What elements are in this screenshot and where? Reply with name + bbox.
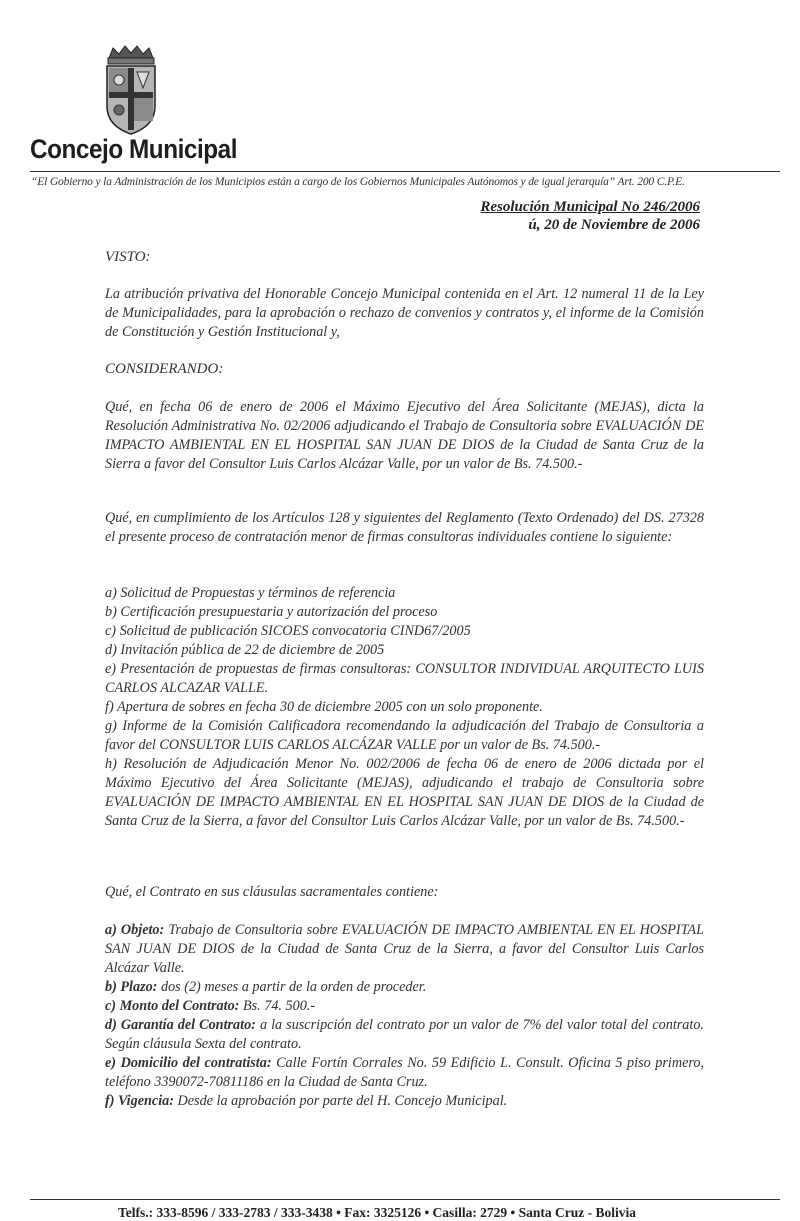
clause-label: c) Monto del Contrato: — [105, 998, 240, 1014]
motto-quote: “El Gobierno y la Administración de los Municipios están a cargo de los Gobiernos Municipales Autónomos y de igual jerarquía” Art. 200 C.P.E. — [31, 176, 685, 188]
list-item: b) Certificación presupuestaria y autorización del proceso — [105, 604, 438, 620]
clause-domicilio — [105, 1054, 704, 1092]
list-item: a) Solicitud de Propuestas y términos de referencia — [105, 585, 396, 601]
considerando-paragraph-2: Qué, en cumplimiento de los Artículos 128 y siguientes del Reglamento (Texto Ordenado) del DS. 27328 el presente proceso de contratación menor de firmas consultoras individuales contiene lo siguiente: — [105, 510, 704, 545]
considerando-paragraph-3: Qué, el Contrato en sus cláusulas sacramentales contiene: — [105, 884, 439, 900]
clause-text: Bs. 74. 500.- — [239, 998, 316, 1014]
list-item: d) Invitación pública de 22 de diciembre de 2005 — [105, 642, 385, 658]
footer-divider — [30, 1199, 780, 1200]
considerando-paragraph-1: Qué, en fecha 06 de enero de 2006 el Máximo Ejecutivo del Área Solicitante (MEJAS), dicta la Resolución Administrativa No. 02/2006 adjudicando el Trabajo de Consultoria sobre EVALUACIÓN DE IMPACTO AMBIENTAL EN EL HOSPITAL SAN JUAN DE DIOS de la Ciudad de Santa Cruz de la Sierra a favor del Consultor Luis Carlos Alcázar Valle, por un valor de Bs. 74.500.- — [105, 399, 704, 472]
coat-of-arms-icon — [101, 44, 161, 136]
visto-heading: VISTO: — [105, 249, 151, 265]
clause-label: d) Garantía del Contrato: — [105, 1017, 256, 1033]
clause-objeto — [105, 921, 704, 978]
clause-label: f) Vigencia: — [105, 1093, 174, 1109]
clause-text: a la suscripción del contrato por un valor de 7% del valor total del contrato. Según cláusula Sexta del contrato. — [105, 1017, 704, 1052]
clause-label: e) Domicilio del contratista: — [105, 1055, 272, 1071]
organization-name: Concejo Municipal — [30, 134, 238, 164]
clause-vigencia — [105, 1092, 704, 1111]
clause-label: b) Plazo: — [105, 979, 158, 995]
clause-garantia — [105, 1016, 704, 1054]
clause-text: dos (2) meses a partir de la orden de proceder. — [157, 979, 427, 995]
list-item: h) Resolución de Adjudicación Menor No. 002/2006 de fecha 06 de enero de 2006 dictada por el Máximo Ejecutivo del Área Solicitante (MEJAS), adjudicando el trabajo de Consultoria sobre EVALUACIÓN DE IMPACTO AMBIENTAL EN EL HOSPITAL SAN JUAN DE DIOS de la Ciudad de Santa Cruz de la Sierra, a favor del Consultor Luis Carlos Alcázar Valle, por un valor de Bs. 74.500.- — [105, 756, 704, 829]
visto-text: La atribución privativa del Honorable Concejo Municipal contenida en el Art. 12 numeral 11 de la Ley de Municipalidades, para la aprobación o rechazo de convenios y contratos y, el informe de la Comisión de Constitución y Gestión Institucional y, — [105, 286, 704, 340]
clause-text: Desde la aprobación por parte del H. Concejo Municipal. — [173, 1093, 508, 1109]
clause-plazo — [105, 978, 704, 997]
contract-clauses — [105, 921, 704, 1111]
clause-text: Trabajo de Consultoria sobre EVALUACIÓN DE IMPACTO AMBIENTAL EN EL HOSPITAL SAN JUAN DE DIOS de la Ciudad de Santa Cruz de la Sierra, a favor del Consultor Luis Carlos Alcázar Valle. — [105, 922, 704, 976]
resolution-title: Resolución Municipal No 246/2006 — [480, 199, 700, 215]
footer-contact: Telfs.: 333-8596 / 333-2783 / 333-3438 • Fax: 3325126 • Casilla: 2729 • Santa Cruz - Bolivia — [118, 1205, 637, 1220]
clause-monto — [105, 997, 704, 1016]
list-item: e) Presentación de propuestas de firmas consultoras: CONSULTOR INDIVIDUAL ARQUITECTO LUIS CARLOS ALCAZAR VALLE. — [105, 661, 704, 696]
considerando-heading: CONSIDERANDO: — [105, 361, 224, 377]
list-item: c) Solicitud de publicación SICOES convocatoria CIND67/2005 — [105, 623, 471, 639]
resolution-date: ú, 20 de Noviembre de 2006 — [528, 217, 700, 233]
process-list — [105, 584, 704, 831]
clause-text: Calle Fortín Corrales No. 59 Edificio L. Consult. Oficina 5 piso primero, teléfono 3390072-70811186 en la Ciudad de Santa Cruz. — [105, 1055, 704, 1090]
list-item: f) Apertura de sobres en fecha 30 de diciembre 2005 con un solo proponente. — [105, 699, 543, 715]
clause-label: a) Objeto: — [105, 922, 165, 938]
header-divider — [30, 171, 780, 172]
list-item: g) Informe de la Comisión Calificadora recomendando la adjudicación del Trabajo de Consultoria a favor del CONSULTOR LUIS CARLOS ALCÁZAR VALLE por un valor de Bs. 74.500.- — [105, 718, 704, 753]
